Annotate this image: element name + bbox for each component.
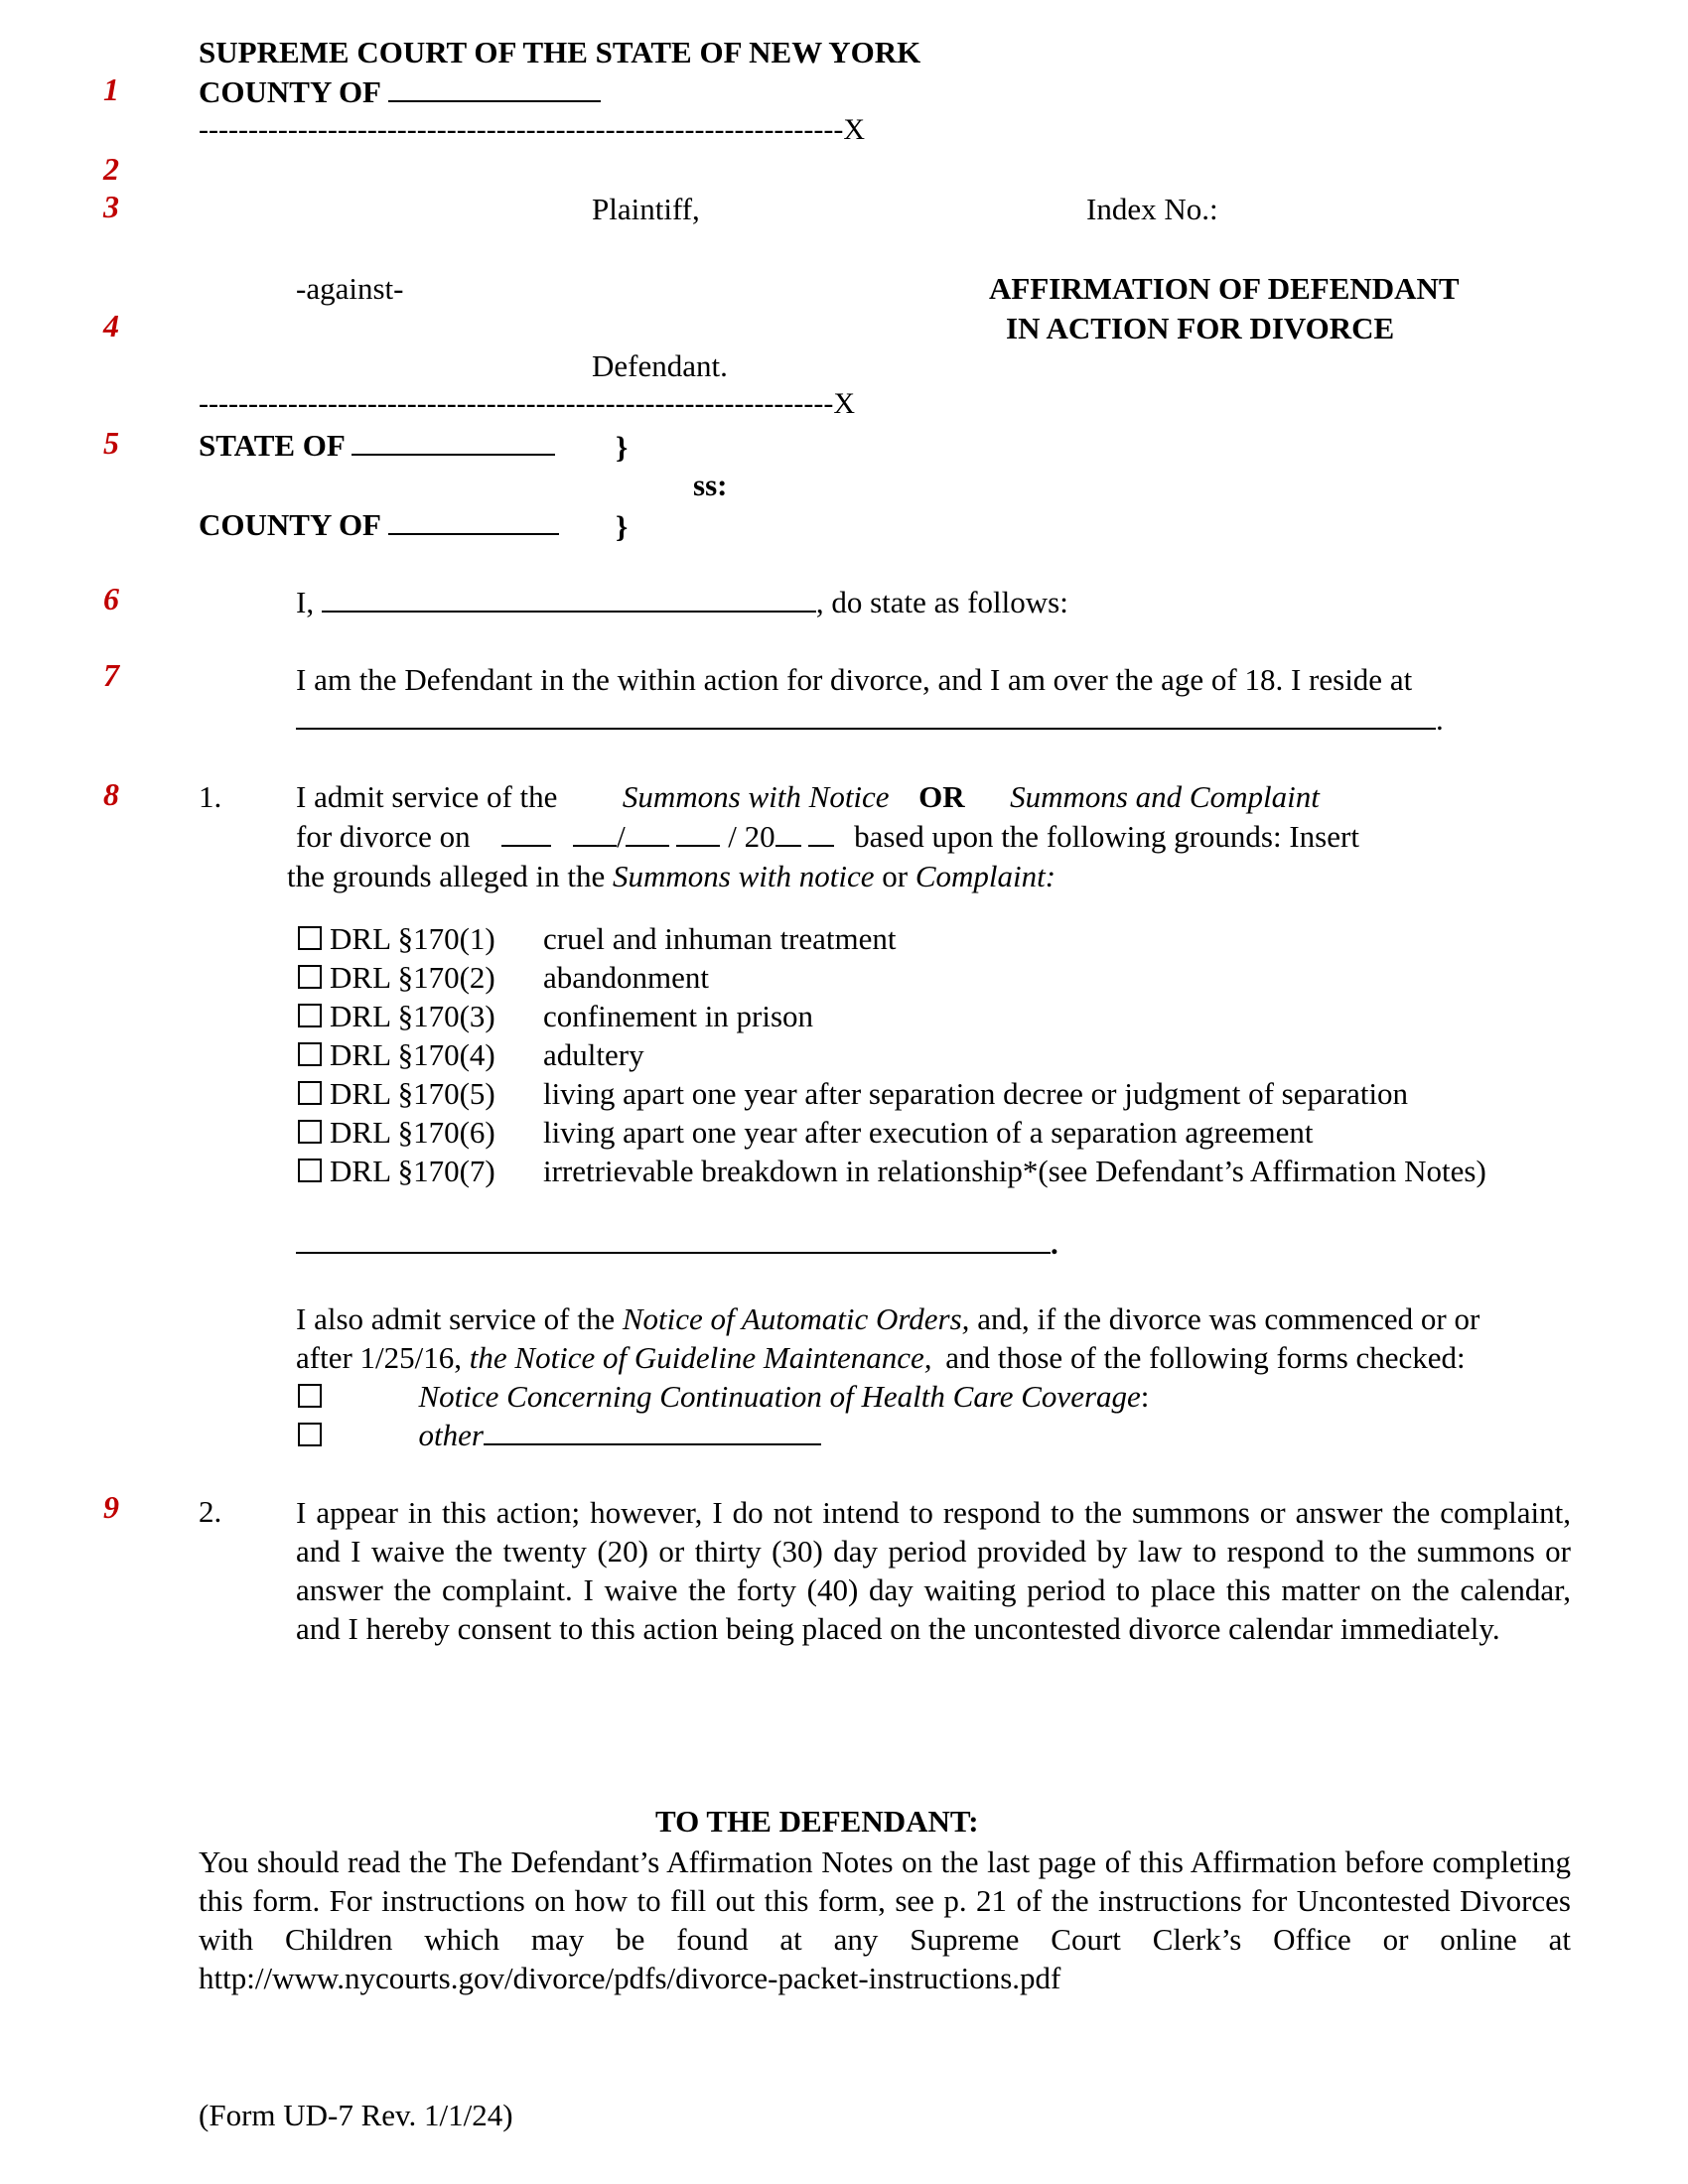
ground-description: cruel and inhuman treatment bbox=[543, 921, 897, 956]
section-2-number: 2. bbox=[199, 1494, 222, 1529]
document-title-line1: AFFIRMATION OF DEFENDANT bbox=[989, 271, 1460, 306]
notice-guideline-maintenance: the Notice of Guideline Maintenance, bbox=[469, 1340, 932, 1375]
based-upon-label: based upon the following grounds: Insert bbox=[854, 819, 1359, 854]
index-no-label: Index No.: bbox=[1086, 192, 1218, 226]
ground-item bbox=[298, 919, 897, 958]
ground-checkbox[interactable] bbox=[298, 1120, 322, 1144]
date-month-blank-1[interactable] bbox=[501, 819, 551, 847]
notice-text: You should read the The Defendant’s Affirmation Notes on the last page of this Affirmation before completing this form. For instructions on how to fill out this form, see p. 21 of the instructions for Uncontested Divorces with Children which may be found at any Supreme Court Clerk’s Office or online at http://www.nycourts.gov/divorce/pdfs/divorce-packet-instructions.pdf bbox=[199, 1844, 1571, 1995]
ground-description: adultery bbox=[543, 1037, 644, 1072]
margin-number-8: 8 bbox=[103, 776, 119, 812]
notice-automatic-orders: Notice of Automatic Orders, bbox=[622, 1301, 970, 1336]
margin-number-4: 4 bbox=[103, 308, 119, 343]
form-identifier: (Form UD-7 Rev. 1/1/24) bbox=[199, 2098, 513, 2132]
grounds-other-blank[interactable] bbox=[296, 1226, 1051, 1254]
do-state-label: , do state as follows: bbox=[815, 585, 1068, 619]
margin-number-9: 9 bbox=[103, 1489, 119, 1525]
ground-item bbox=[298, 958, 709, 997]
form-health-checkbox[interactable] bbox=[298, 1384, 322, 1408]
separator-top: -----------------------------------------------------------------X bbox=[199, 113, 866, 146]
ground-description: living apart one year after execution of a separation agreement bbox=[543, 1115, 1314, 1150]
summons-with-notice-ref: Summons with notice bbox=[613, 859, 875, 893]
section-1-number: 1. bbox=[199, 779, 222, 814]
form-other-item bbox=[298, 1417, 821, 1454]
document-title-line2: IN ACTION FOR DIVORCE bbox=[1006, 311, 1395, 345]
ground-code: DRL §170(3) bbox=[330, 999, 495, 1033]
also-admit-line-1 bbox=[296, 1300, 1479, 1338]
for-divorce-on-label: for divorce on bbox=[296, 819, 471, 854]
notice-heading: TO THE DEFENDANT: bbox=[655, 1804, 979, 1839]
margin-number-3: 3 bbox=[103, 189, 119, 224]
ground-item bbox=[298, 1074, 1408, 1113]
against-label: -against- bbox=[296, 271, 404, 306]
name-blank[interactable] bbox=[322, 585, 816, 613]
also-admit-line-2 bbox=[296, 1339, 1466, 1377]
margin-number-6: 6 bbox=[103, 581, 119, 616]
county-label: COUNTY OF bbox=[199, 74, 380, 109]
reside-text: I am the Defendant in the within action for divorce, and I am over the age of 18. I reside at bbox=[296, 662, 1413, 697]
date-year-blank-1[interactable] bbox=[775, 819, 801, 847]
ground-item bbox=[298, 1152, 1486, 1190]
admit-service-line bbox=[296, 778, 1320, 816]
form-health-label: Notice Concerning Continuation of Health Care Coverage bbox=[418, 1379, 1141, 1414]
or-lc-label: or bbox=[882, 859, 909, 893]
ground-checkbox[interactable] bbox=[298, 1159, 322, 1182]
form-other-blank[interactable] bbox=[484, 1418, 821, 1445]
court-name: SUPREME COURT OF THE STATE OF NEW YORK bbox=[199, 35, 921, 69]
date-year-blank-2[interactable] bbox=[808, 819, 834, 847]
date-day-blank-2[interactable] bbox=[676, 819, 720, 847]
ground-description: living apart one year after separation decree or judgment of separation bbox=[543, 1076, 1409, 1111]
margin-number-2: 2 bbox=[103, 151, 119, 187]
brace-1: } bbox=[616, 430, 629, 465]
state-label: STATE OF bbox=[199, 428, 345, 463]
ground-item bbox=[298, 1035, 644, 1074]
state-blank[interactable] bbox=[352, 428, 555, 456]
ground-code: DRL §170(6) bbox=[330, 1115, 495, 1150]
section-2-text: I appear in this action; however, I do not intend to respond to the summons or answer the complaint, and I waive the twenty (20) or thirty (30) day period provided by law to respond to the summons or answer the complaint. I waive the forty (40) day waiting period to place this matter on the calendar, and I hereby consent to this action being placed on the uncontested divorce calendar immediately. bbox=[296, 1495, 1571, 1646]
form-health-colon: : bbox=[1140, 1379, 1150, 1414]
i-label: I, bbox=[296, 585, 315, 619]
admit-text: I admit service of the bbox=[296, 779, 558, 814]
grounds-alleged-label: the grounds alleged in the bbox=[287, 859, 606, 893]
also-admit-text-3: and those of the following forms checked: bbox=[945, 1340, 1466, 1375]
also-admit-text-1: I also admit service of the bbox=[296, 1301, 616, 1336]
venue-county-label: COUNTY OF bbox=[199, 507, 380, 542]
defendant-label: Defendant. bbox=[592, 348, 728, 383]
brace-2: } bbox=[616, 509, 629, 544]
form-other-label: other bbox=[418, 1418, 484, 1452]
after-date-text: after 1/25/16, bbox=[296, 1340, 463, 1375]
ground-checkbox[interactable] bbox=[298, 1042, 322, 1066]
date-separator-1: / bbox=[617, 819, 626, 854]
venue-county-blank[interactable] bbox=[388, 507, 559, 535]
also-admit-text-2: and, if the divorce was commenced or or bbox=[977, 1301, 1480, 1336]
ground-item bbox=[298, 1113, 1313, 1152]
separator-bottom: ----------------------------------------------------------------X bbox=[199, 387, 856, 420]
ground-code: DRL §170(7) bbox=[330, 1154, 495, 1188]
ground-code: DRL §170(1) bbox=[330, 921, 495, 956]
summons-with-notice-option: Summons with Notice bbox=[622, 779, 890, 814]
margin-number-5: 5 bbox=[103, 425, 119, 461]
complaint-ref: Complaint: bbox=[914, 859, 1056, 893]
or-label: OR bbox=[918, 779, 965, 814]
county-line bbox=[199, 73, 601, 111]
name-line bbox=[296, 584, 1068, 621]
state-line bbox=[199, 427, 555, 465]
grounds-instruction-line bbox=[287, 858, 1055, 895]
date-day-blank-1[interactable] bbox=[626, 819, 669, 847]
ground-checkbox[interactable] bbox=[298, 965, 322, 989]
address-blank[interactable] bbox=[296, 702, 1436, 730]
summons-and-complaint-option: Summons and Complaint bbox=[1010, 779, 1320, 814]
margin-number-7: 7 bbox=[103, 657, 119, 693]
date-separator-2: / 20 bbox=[728, 819, 775, 854]
grounds-other-line bbox=[296, 1225, 1058, 1263]
ground-code: DRL §170(5) bbox=[330, 1076, 495, 1111]
ground-description: irretrievable breakdown in relationship*(see Defendant’s Affirmation Notes) bbox=[543, 1154, 1486, 1188]
margin-number-1: 1 bbox=[103, 71, 119, 107]
form-other-checkbox[interactable] bbox=[298, 1423, 322, 1446]
date-month-blank-2[interactable] bbox=[573, 819, 617, 847]
venue-county-line bbox=[199, 506, 559, 544]
ss-label: ss: bbox=[693, 468, 728, 502]
ground-description: confinement in prison bbox=[543, 999, 814, 1033]
service-date-line bbox=[296, 818, 1359, 856]
reside-line bbox=[296, 701, 1444, 739]
ground-checkbox[interactable] bbox=[298, 1081, 322, 1105]
plaintiff-label: Plaintiff, bbox=[592, 192, 700, 226]
reside-end: . bbox=[1436, 702, 1444, 737]
ground-code: DRL §170(2) bbox=[330, 960, 495, 995]
grounds-line-end: . bbox=[1051, 1226, 1058, 1261]
form-health-item bbox=[298, 1378, 1149, 1416]
ground-code: DRL §170(4) bbox=[330, 1037, 495, 1072]
ground-checkbox[interactable] bbox=[298, 1004, 322, 1027]
ground-item bbox=[298, 997, 813, 1035]
ground-description: abandonment bbox=[543, 960, 710, 995]
ground-checkbox[interactable] bbox=[298, 926, 322, 950]
county-blank[interactable] bbox=[388, 74, 601, 102]
